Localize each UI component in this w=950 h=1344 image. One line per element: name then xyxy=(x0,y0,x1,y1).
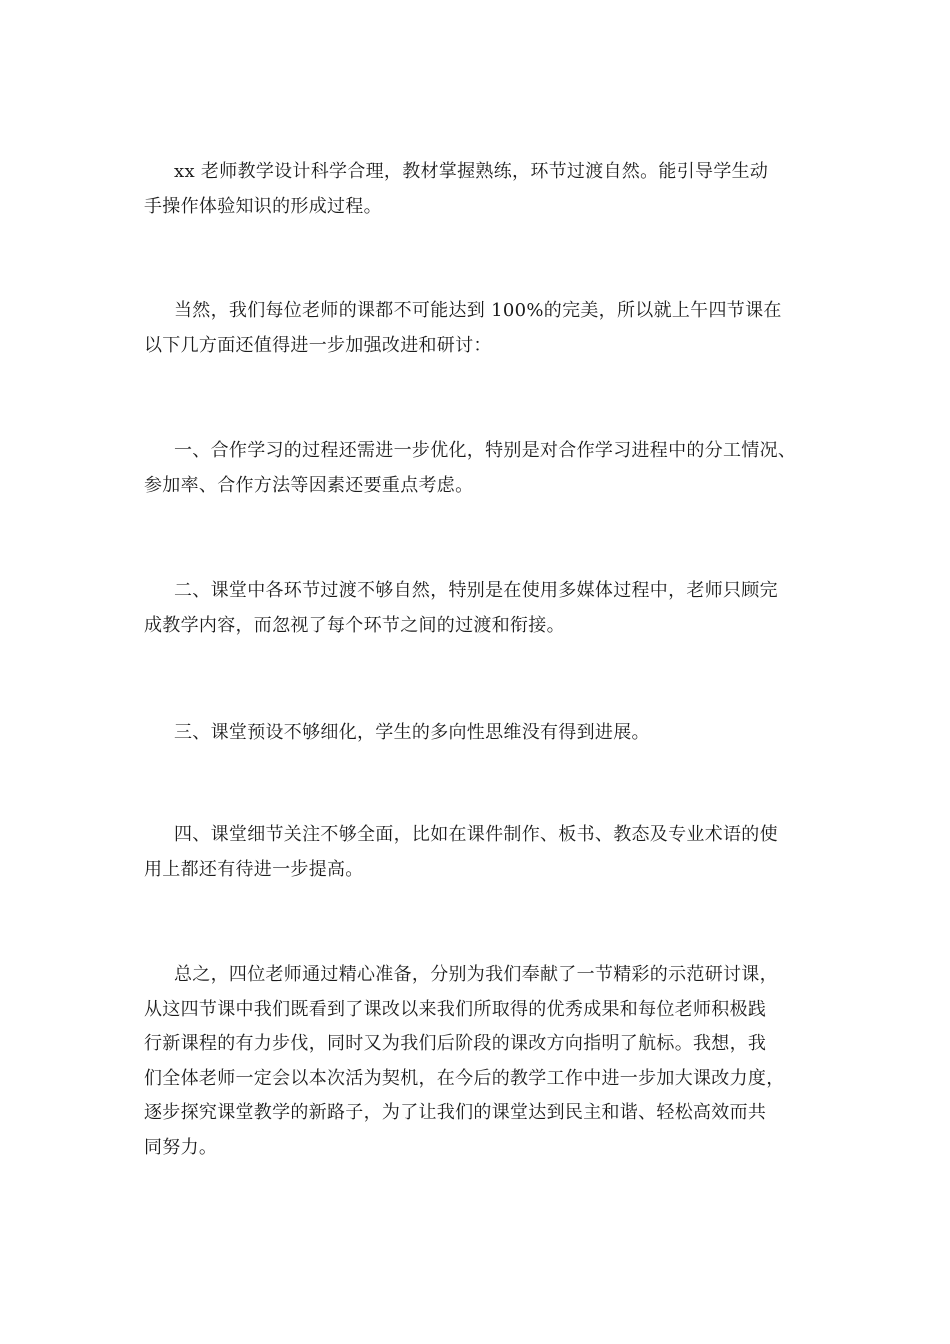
text-line: 二、课堂中各环节过渡不够自然，特别是在使用多媒体过程中，老师只顾完 xyxy=(174,580,778,601)
paragraph-point-four xyxy=(144,818,824,887)
text-line: 以下几方面还值得进一步加强改进和研讨： xyxy=(144,334,492,356)
text-line: 用上都还有待进一步提高。 xyxy=(144,858,364,880)
text-line: 一、合作学习的过程还需进一步优化，特别是对合作学习进程中的分工情况、 xyxy=(174,440,797,461)
text-line: 当然，我们每位老师的课都不可能达到 100%的完美，所以就上午四节课在 xyxy=(174,300,782,321)
paragraph-point-two xyxy=(144,574,824,643)
paragraph-conclusion xyxy=(144,958,824,1165)
paragraph-point-three xyxy=(144,716,824,751)
text-line: 三、课堂预设不够细化，学生的多向性思维没有得到进展。 xyxy=(174,722,650,743)
text-line: 手操作体验知识的形成过程。 xyxy=(144,195,382,217)
paragraph-teacher-evaluation xyxy=(144,155,824,224)
text-line: 成教学内容，而忽视了每个环节之间的过渡和衔接。 xyxy=(144,614,565,636)
text-line: 们全体老师一定会以本次活为契机，在今后的教学工作中进一步加大课改力度， xyxy=(144,1067,785,1089)
text-line: 四、课堂细节关注不够全面，比如在课件制作、板书、教态及专业术语的使 xyxy=(174,824,778,845)
paragraph-improvement-intro xyxy=(144,294,824,363)
text-line: 参加率、合作方法等因素还要重点考虑。 xyxy=(144,474,474,496)
text-line: 同努力。 xyxy=(144,1136,218,1158)
text-line: xx 老师教学设计科学合理，教材掌握熟练，环节过渡自然。能引导学生动 xyxy=(174,161,769,182)
text-line: 总之，四位老师通过精心准备，分别为我们奉献了一节精彩的示范研讨课， xyxy=(174,964,778,985)
text-line: 行新课程的有力步伐，同时又为我们后阶段的课改方向指明了航标。我想，我 xyxy=(144,1033,767,1054)
text-line: 逐步探究课堂教学的新路子，为了让我们的课堂达到民主和谐、轻松高效而共 xyxy=(144,1102,767,1123)
text-line: 从这四节课中我们既看到了课改以来我们所取得的优秀成果和每位老师积极践 xyxy=(144,998,767,1020)
paragraph-point-one xyxy=(144,434,824,503)
